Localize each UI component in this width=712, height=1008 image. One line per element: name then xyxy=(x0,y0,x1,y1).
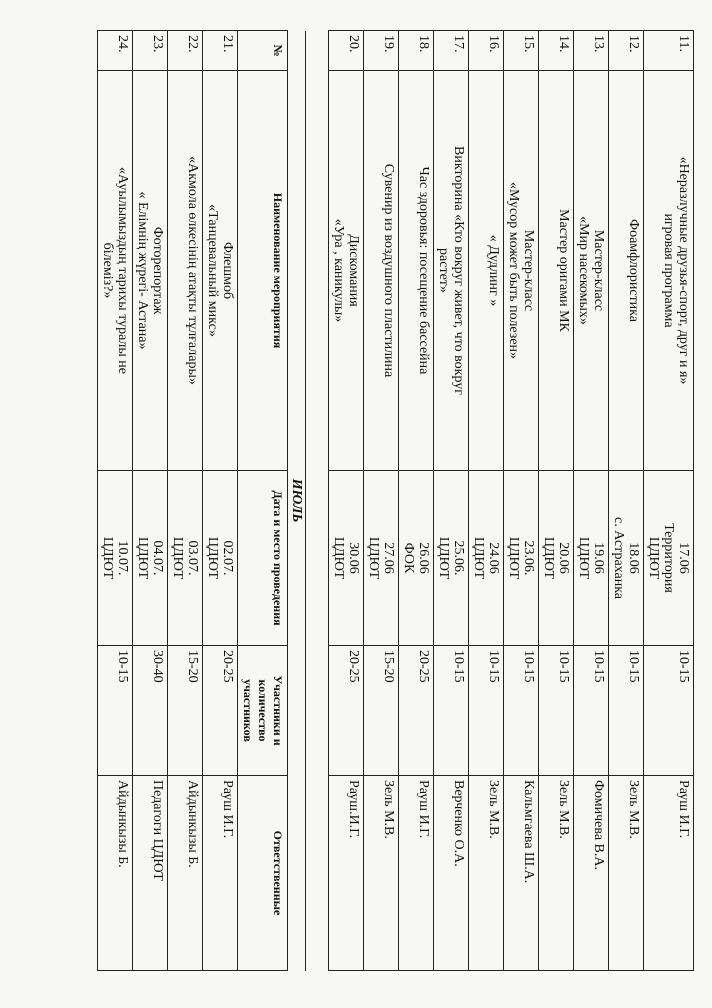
date-place-line: 17.06 xyxy=(676,542,691,574)
participants-count: 20-25 xyxy=(329,646,364,776)
event-name xyxy=(168,71,203,471)
responsible-person: Кальмгаева Ш.А. xyxy=(504,776,539,971)
date-place-line: ЦДЮТ xyxy=(100,536,115,580)
participants-count: 10-15 xyxy=(644,646,694,776)
event-date-place xyxy=(329,471,364,646)
event-date-place xyxy=(539,471,574,646)
table-row xyxy=(364,31,399,971)
table-row xyxy=(539,31,574,971)
event-date-place xyxy=(399,471,434,646)
event-date-place xyxy=(168,471,203,646)
header-name: Наименование мероприятия xyxy=(238,71,288,471)
date-place-line: ЦДЮТ xyxy=(576,536,591,580)
event-name xyxy=(434,71,469,471)
event-name-line: Мастер-класс xyxy=(591,229,606,312)
participants-count: 20-25 xyxy=(203,646,238,776)
row-number: 15. xyxy=(504,31,539,71)
responsible-person: Зель М.В. xyxy=(609,776,644,971)
responsible-person: Айдынкызы Б. xyxy=(168,776,203,971)
event-name-line: игровая программа xyxy=(661,213,676,328)
event-date-place xyxy=(434,471,469,646)
event-name-line: Дискомания xyxy=(346,234,361,307)
row-number: 12. xyxy=(609,31,644,71)
event-name-line: «Акмола өлкесінің атақты тұлғалары» xyxy=(185,156,200,385)
event-date-place xyxy=(504,471,539,646)
event-name xyxy=(399,71,434,471)
table-row xyxy=(399,31,434,971)
date-place-line: ЦДЮТ xyxy=(506,536,521,580)
event-name-line: « Елімнің жүрегі- Астана» xyxy=(135,191,150,350)
event-name xyxy=(203,71,238,471)
event-name-line: Флешмоб xyxy=(220,241,235,300)
event-name-line: «Мусор может быть полезен» xyxy=(506,181,521,360)
row-number: 13. xyxy=(574,31,609,71)
participants-count: 30-40 xyxy=(133,646,168,776)
row-number: 24. xyxy=(98,31,133,71)
event-name-line: Сувенир из воздушного пластилина xyxy=(381,163,396,378)
participants-count: 10-15 xyxy=(609,646,644,776)
date-place-line: ЦДЮТ xyxy=(205,536,220,580)
event-name-line: Фоамфлористика xyxy=(626,219,641,322)
date-place-line: 10.07. xyxy=(115,540,130,576)
participants-count: 10-15 xyxy=(98,646,133,776)
row-number: 18. xyxy=(399,31,434,71)
row-number: 16. xyxy=(469,31,504,71)
event-name xyxy=(574,71,609,471)
event-name xyxy=(329,71,364,471)
header-date: Дата и место проведения xyxy=(238,471,288,646)
event-name xyxy=(539,71,574,471)
responsible-person: Рауш И.Г. xyxy=(399,776,434,971)
event-date-place xyxy=(574,471,609,646)
row-number: 11. xyxy=(644,31,694,71)
responsible-person: Верченко О.А. xyxy=(434,776,469,971)
responsible-person: Зель М.В. xyxy=(364,776,399,971)
event-name xyxy=(644,71,694,471)
table-row xyxy=(504,31,539,971)
event-name-line: «Танцевальный микс» xyxy=(205,204,220,337)
date-place-line: ЦДЮТ xyxy=(541,536,556,580)
row-number: 19. xyxy=(364,31,399,71)
row-number: 20. xyxy=(329,31,364,71)
date-place-line: ФОК xyxy=(401,542,416,574)
event-name-line: «Ура , каникулы» xyxy=(331,218,346,323)
date-place-line: 18.06 xyxy=(626,542,641,574)
event-date-place xyxy=(364,471,399,646)
date-place-line: ЦДЮТ xyxy=(170,536,185,580)
event-name-line: білеміз?» xyxy=(100,242,115,299)
participants-count: 15-20 xyxy=(168,646,203,776)
events-table xyxy=(97,30,694,971)
header-participants: Участники и количество участников xyxy=(238,646,288,776)
event-date-place xyxy=(203,471,238,646)
table-row xyxy=(434,31,469,971)
date-place-line: с. Астраханка xyxy=(611,516,626,600)
date-place-line: 24.06 xyxy=(486,542,501,574)
responsible-person: Айдынкызы Б. xyxy=(98,776,133,971)
event-name-line: «Мир насекомых» xyxy=(576,216,591,325)
responsible-person: Рауш И.Г. xyxy=(644,776,694,971)
participants-count: 10-15 xyxy=(504,646,539,776)
participants-count: 20-25 xyxy=(399,646,434,776)
date-place-line: 23.06. xyxy=(521,540,536,576)
date-place-line: ЦДЮТ xyxy=(135,536,150,580)
event-name-line: «Неразлучные друзья-спорт, друг и я» xyxy=(676,156,691,385)
event-date-place xyxy=(469,471,504,646)
date-place-line: 02.07. xyxy=(220,540,235,576)
responsible-person: Рауш И.Г. xyxy=(203,776,238,971)
row-number: 21. xyxy=(203,31,238,71)
row-number: 17. xyxy=(434,31,469,71)
event-name xyxy=(609,71,644,471)
responsible-person: Педагоги ЦДЮТ xyxy=(133,776,168,971)
event-date-place xyxy=(133,471,168,646)
table-row xyxy=(168,31,203,971)
event-name-line: «Ауылымыздың тарихы туралы не xyxy=(115,166,130,375)
responsible-person: Зель М.В. xyxy=(469,776,504,971)
date-place-line: 30.06 xyxy=(346,542,361,574)
date-place-line: 20.06 xyxy=(556,542,571,574)
table-row xyxy=(609,31,644,971)
table-row xyxy=(203,31,238,971)
event-name xyxy=(133,71,168,471)
header-row xyxy=(238,31,288,971)
header-number: № xyxy=(238,31,288,71)
date-place-line: ЦДЮТ xyxy=(436,536,451,580)
date-place-line: 26.06 xyxy=(416,542,431,574)
event-name xyxy=(98,71,133,471)
event-name xyxy=(469,71,504,471)
date-place-line: 03.07. xyxy=(185,540,200,576)
participants-count: 15-20 xyxy=(364,646,399,776)
event-date-place xyxy=(98,471,133,646)
event-name-line: Викторина «Кто вокруг живет, что вокруг xyxy=(451,145,466,395)
event-name-line: Час здоровья: посещение бассейна xyxy=(416,166,431,375)
event-name-line: Фоторепортаж xyxy=(150,226,165,315)
event-name-line: растет» xyxy=(436,248,451,293)
table-row xyxy=(469,31,504,971)
month-title: ИЮЛЬ xyxy=(288,31,306,971)
table-row xyxy=(329,31,364,971)
participants-count: 10-15 xyxy=(574,646,609,776)
participants-count: 10-15 xyxy=(539,646,574,776)
row-number: 23. xyxy=(133,31,168,71)
row-number: 22. xyxy=(168,31,203,71)
event-name-line: Мастер-класс xyxy=(521,229,536,312)
event-date-place xyxy=(609,471,644,646)
table-row xyxy=(574,31,609,971)
responsible-person: Зель М.В. xyxy=(539,776,574,971)
june-rows xyxy=(329,31,694,971)
table-row xyxy=(98,31,133,971)
event-name xyxy=(364,71,399,471)
responsible-person: Фомичева В.А. xyxy=(574,776,609,971)
date-place-line: 25.06. xyxy=(451,540,466,576)
date-place-line: 04.07. xyxy=(150,540,165,576)
date-place-line: 19.06 xyxy=(591,542,606,574)
date-place-line: ЦДЮТ xyxy=(471,536,486,580)
header-responsible: Ответственные xyxy=(238,776,288,971)
date-place-line: Территория xyxy=(661,523,676,593)
date-place-line: ЦДЮТ xyxy=(331,536,346,580)
responsible-person: Рауш.И.Г. xyxy=(329,776,364,971)
date-place-line: 27.06 xyxy=(381,542,396,574)
participants-count: 10-15 xyxy=(469,646,504,776)
date-place-line: ЦДЮТ xyxy=(646,536,661,580)
event-name-line: Мастер оригами МК xyxy=(556,209,571,332)
date-place-line: ЦДЮТ xyxy=(366,536,381,580)
document-body xyxy=(97,30,694,970)
event-date-place xyxy=(644,471,694,646)
july-rows xyxy=(98,31,238,971)
participants-count: 10-15 xyxy=(434,646,469,776)
event-name xyxy=(504,71,539,471)
month-section xyxy=(238,31,329,971)
event-name-line: « Дудлинг » xyxy=(486,234,501,307)
table-row xyxy=(133,31,168,971)
row-number: 14. xyxy=(539,31,574,71)
table-row xyxy=(644,31,694,971)
